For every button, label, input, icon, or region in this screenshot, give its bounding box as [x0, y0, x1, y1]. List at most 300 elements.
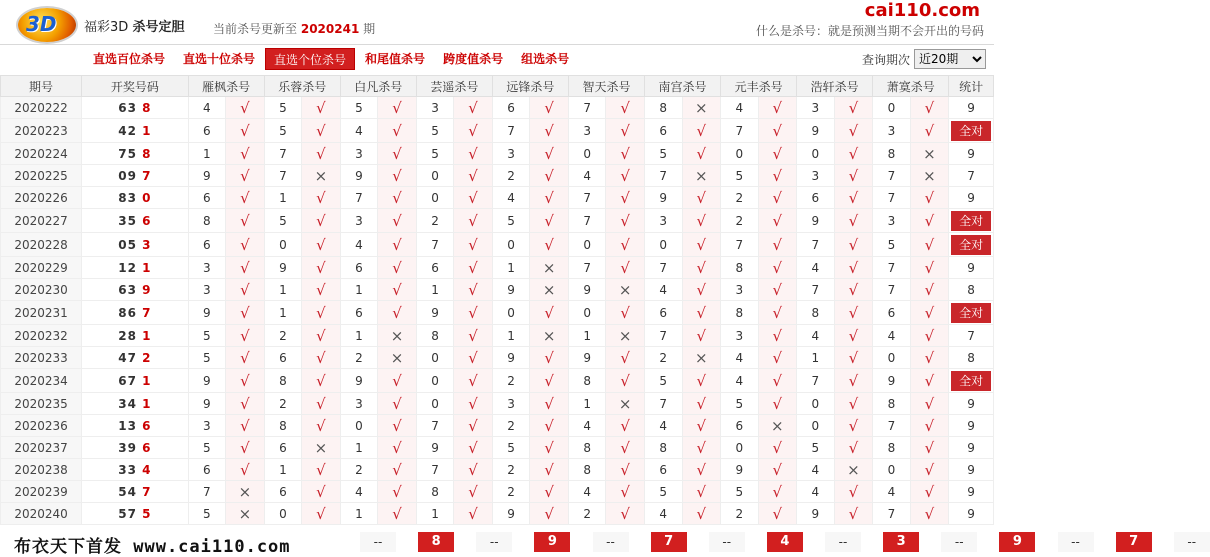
footer-pick-cell: 3: [883, 532, 919, 552]
check-icon: √: [544, 371, 554, 390]
kill-number-cell: 2: [492, 369, 530, 393]
check-icon: √: [696, 188, 707, 207]
kill-number-cell: 5: [264, 97, 302, 119]
kill-number-cell: 7: [264, 165, 302, 187]
period-select[interactable]: [914, 49, 986, 69]
result-mark-cell: [302, 165, 341, 187]
check-icon: √: [924, 438, 935, 457]
kill-number-cell: 0: [873, 459, 911, 481]
check-icon: √: [924, 188, 935, 207]
kill-number-cell: 9: [340, 165, 378, 187]
check-icon: √: [696, 235, 707, 254]
check-icon: √: [620, 98, 630, 117]
result-mark-cell: [682, 415, 721, 437]
check-icon: √: [468, 166, 478, 185]
kill-number-cell: 6: [264, 437, 302, 459]
result-mark-cell: [682, 279, 721, 301]
period-cell: 2020229: [1, 257, 82, 279]
result-mark-cell: [758, 257, 797, 279]
check-icon: √: [468, 280, 478, 299]
kill-number-cell: 0: [264, 233, 302, 257]
table-row: [1, 393, 994, 415]
check-icon: √: [620, 211, 630, 230]
tab-3[interactable]: 和尾值杀号: [365, 52, 426, 66]
check-icon: √: [924, 211, 935, 230]
result-mark-cell: [226, 347, 265, 369]
result-mark-cell: [378, 481, 417, 503]
kill-number-cell: 4: [340, 233, 378, 257]
check-icon: √: [392, 144, 402, 163]
kill-number-cell: 1: [264, 301, 302, 325]
kill-number-cell: 7: [873, 279, 911, 301]
result-mark-cell: [226, 459, 265, 481]
kill-number-cell: 3: [568, 119, 606, 143]
result-mark-cell: [302, 257, 341, 279]
result-mark-cell: [606, 347, 645, 369]
kill-number-cell: 7: [873, 415, 911, 437]
result-mark-cell: [606, 369, 645, 393]
check-icon: √: [468, 326, 478, 345]
result-mark-cell: [226, 369, 265, 393]
result-mark-cell: [606, 187, 645, 209]
result-mark-cell: [910, 393, 949, 415]
check-icon: √: [848, 144, 859, 163]
position-tabs: [85, 48, 579, 70]
result-mark-cell: [758, 393, 797, 415]
column-header: 萧寞杀号: [873, 76, 949, 97]
check-icon: √: [696, 504, 707, 523]
column-header: 期号: [1, 76, 82, 97]
tab-1[interactable]: 直选十位杀号: [183, 52, 256, 66]
result-mark-cell: [226, 233, 265, 257]
kill-number-cell: 8: [264, 369, 302, 393]
result-mark-cell: [910, 165, 949, 187]
check-icon: √: [544, 188, 554, 207]
all-correct-badge: 全对: [951, 121, 991, 141]
check-icon: √: [316, 235, 326, 254]
kill-number-cell: 5: [188, 347, 226, 369]
result-mark-cell: [606, 301, 645, 325]
check-icon: √: [392, 235, 402, 254]
table-row: [1, 143, 994, 165]
kill-number-cell: 3: [492, 393, 530, 415]
check-icon: √: [544, 460, 554, 479]
result-mark-cell: [530, 209, 569, 233]
stat-cell: 8: [949, 347, 994, 369]
result-mark-cell: [454, 209, 493, 233]
check-icon: √: [924, 416, 935, 435]
check-icon: √: [848, 303, 859, 322]
result-mark-cell: [834, 437, 873, 459]
result-mark-cell: [378, 437, 417, 459]
kill-number-cell: 6: [264, 481, 302, 503]
result-mark-cell: [226, 143, 265, 165]
result-mark-cell: [226, 119, 265, 143]
tab-4[interactable]: 跨度值杀号: [443, 52, 504, 66]
kill-number-cell: 2: [492, 165, 530, 187]
result-mark-cell: [834, 369, 873, 393]
kill-number-cell: 4: [797, 257, 835, 279]
kill-number-cell: 7: [568, 257, 606, 279]
check-icon: √: [240, 188, 250, 207]
result-mark-cell: [834, 459, 873, 481]
table-header-row: [1, 76, 994, 97]
period-cell: 2020238: [1, 459, 82, 481]
check-icon: √: [924, 280, 935, 299]
check-icon: √: [240, 348, 250, 367]
check-icon: √: [468, 416, 478, 435]
result-mark-cell: [302, 119, 341, 143]
cross-icon: ×: [542, 258, 556, 277]
check-icon: √: [240, 460, 250, 479]
tab-0[interactable]: 直选百位杀号: [93, 52, 166, 66]
kill-number-cell: 1: [492, 257, 530, 279]
stat-cell: 8: [949, 279, 994, 301]
footer-dash-cell: --: [941, 532, 977, 552]
result-mark-cell: [606, 415, 645, 437]
result-mark-cell: [530, 119, 569, 143]
footer-pick-cell: 7: [651, 532, 687, 552]
period-cell: 2020223: [1, 119, 82, 143]
tab-2[interactable]: 直选个位杀号: [265, 48, 355, 70]
kill-number-cell: 3: [797, 165, 835, 187]
table-row: [1, 325, 994, 347]
result-mark-cell: [834, 119, 873, 143]
kill-number-cell: 4: [492, 187, 530, 209]
check-icon: √: [924, 371, 935, 390]
table-row: [1, 301, 994, 325]
result-mark-cell: [758, 347, 797, 369]
kill-number-cell: 6: [416, 257, 454, 279]
draw-number-cell: 33 4: [82, 459, 188, 481]
result-mark-cell: [834, 233, 873, 257]
kill-number-cell: 5: [416, 143, 454, 165]
result-mark-cell: [302, 301, 341, 325]
kill-number-cell: 0: [568, 143, 606, 165]
kill-number-cell: 1: [416, 279, 454, 301]
period-cell: 2020235: [1, 393, 82, 415]
result-mark-cell: [302, 437, 341, 459]
check-icon: √: [620, 438, 630, 457]
result-mark-cell: [910, 119, 949, 143]
cross-icon: ×: [847, 460, 860, 479]
draw-number-cell: 28 1: [82, 325, 188, 347]
kill-number-cell: 9: [797, 503, 835, 525]
result-mark-cell: [454, 415, 493, 437]
result-mark-cell: [682, 459, 721, 481]
kill-number-cell: 5: [340, 97, 378, 119]
kill-number-cell: 5: [797, 437, 835, 459]
period-cell: 2020222: [1, 97, 82, 119]
footer-dash-cell: --: [1058, 532, 1094, 552]
fucai-3d-logo: [18, 8, 76, 42]
kill-number-cell: 6: [873, 301, 911, 325]
cross-icon: ×: [238, 504, 252, 523]
result-mark-cell: [378, 393, 417, 415]
check-icon: √: [620, 144, 630, 163]
kill-number-cell: 3: [416, 97, 454, 119]
kill-number-cell: 1: [188, 143, 226, 165]
title-main: 福彩3D: [84, 20, 129, 35]
check-icon: √: [924, 121, 935, 140]
check-icon: √: [620, 166, 630, 185]
check-icon: √: [620, 303, 630, 322]
kill-number-cell: 7: [644, 257, 682, 279]
check-icon: √: [392, 438, 402, 457]
check-icon: √: [848, 482, 859, 501]
kill-number-cell: 5: [492, 437, 530, 459]
check-icon: √: [620, 235, 630, 254]
result-mark-cell: [758, 165, 797, 187]
check-icon: √: [924, 235, 935, 254]
kill-number-cell: 3: [873, 119, 911, 143]
kill-number-cell: 0: [492, 301, 530, 325]
check-icon: √: [392, 280, 402, 299]
check-icon: √: [240, 394, 250, 413]
check-icon: √: [468, 460, 478, 479]
cross-icon: ×: [771, 416, 784, 435]
check-icon: √: [544, 211, 554, 230]
result-mark-cell: [454, 325, 493, 347]
period-cell: 2020227: [1, 209, 82, 233]
result-mark-cell: [606, 233, 645, 257]
kill-number-cell: 8: [873, 393, 911, 415]
kill-number-cell: 7: [644, 165, 682, 187]
check-icon: √: [468, 482, 478, 501]
result-mark-cell: [302, 481, 341, 503]
kill-number-cell: 7: [797, 279, 835, 301]
result-mark-cell: [226, 97, 265, 119]
kill-number-cell: 1: [492, 325, 530, 347]
all-correct-badge: 全对: [951, 371, 991, 391]
result-mark-cell: [606, 119, 645, 143]
stat-cell: 9: [949, 187, 994, 209]
kill-number-cell: 4: [721, 347, 759, 369]
kill-number-cell: 8: [416, 481, 454, 503]
stat-cell: 9: [949, 393, 994, 415]
site-brand[interactable]: cai110.com: [864, 0, 980, 21]
result-mark-cell: [378, 325, 417, 347]
result-mark-cell: [378, 459, 417, 481]
check-icon: √: [316, 348, 326, 367]
kill-number-cell: 5: [644, 143, 682, 165]
kill-number-cell: 4: [568, 481, 606, 503]
kill-number-cell: 4: [797, 481, 835, 503]
kill-number-cell: 8: [264, 415, 302, 437]
kill-number-cell: 0: [797, 143, 835, 165]
cross-icon: ×: [694, 98, 708, 117]
kill-number-cell: 9: [340, 369, 378, 393]
draw-number-cell: 75 8: [82, 143, 188, 165]
footer-pick-cell: 8: [418, 532, 454, 552]
check-icon: √: [848, 438, 859, 457]
check-icon: √: [468, 371, 478, 390]
result-mark-cell: [378, 209, 417, 233]
result-mark-cell: [302, 503, 341, 525]
table-row: [1, 165, 994, 187]
kill-number-cell: 0: [492, 233, 530, 257]
kill-number-cell: 6: [644, 301, 682, 325]
result-mark-cell: [910, 459, 949, 481]
result-mark-cell: [302, 187, 341, 209]
column-header: 元丰杀号: [721, 76, 797, 97]
kill-number-cell: 4: [340, 119, 378, 143]
result-mark-cell: [682, 119, 721, 143]
stat-cell: 9: [949, 437, 994, 459]
stat-cell: 9: [949, 97, 994, 119]
draw-number-cell: 42 1: [82, 119, 188, 143]
kill-number-cell: 6: [188, 119, 226, 143]
result-mark-cell: [910, 143, 949, 165]
result-mark-cell: [530, 97, 569, 119]
result-mark-cell: [910, 503, 949, 525]
draw-number-cell: 54 7: [82, 481, 188, 503]
kill-number-cell: 5: [721, 393, 759, 415]
draw-number-cell: 13 6: [82, 415, 188, 437]
result-mark-cell: [910, 481, 949, 503]
stat-cell: 9: [949, 415, 994, 437]
kill-number-cell: 5: [264, 209, 302, 233]
result-mark-cell: [378, 119, 417, 143]
check-icon: √: [924, 258, 935, 277]
kill-number-cell: 6: [644, 459, 682, 481]
kill-number-cell: 5: [416, 119, 454, 143]
kill-number-cell: 8: [644, 97, 682, 119]
period-cell: 2020236: [1, 415, 82, 437]
check-icon: √: [848, 394, 859, 413]
result-mark-cell: [758, 143, 797, 165]
kill-number-cell: 4: [644, 279, 682, 301]
column-header: 南宫杀号: [644, 76, 720, 97]
kill-number-cell: 0: [721, 143, 759, 165]
draw-number-cell: 34 1: [82, 393, 188, 415]
check-icon: √: [392, 371, 402, 390]
result-mark-cell: [910, 257, 949, 279]
all-correct-badge: 全对: [951, 235, 991, 255]
result-mark-cell: [758, 437, 797, 459]
result-mark-cell: [834, 209, 873, 233]
period-cell: 2020225: [1, 165, 82, 187]
kill-number-cell: 0: [264, 503, 302, 525]
kill-number-cell: 7: [873, 165, 911, 187]
check-icon: √: [392, 211, 402, 230]
table-row: [1, 279, 994, 301]
result-mark-cell: [454, 233, 493, 257]
check-icon: √: [620, 121, 630, 140]
result-mark-cell: [834, 393, 873, 415]
result-mark-cell: [378, 97, 417, 119]
kill-number-cell: 9: [797, 209, 835, 233]
check-icon: √: [544, 303, 554, 322]
logo-text: 3D: [26, 12, 57, 36]
cross-icon: ×: [542, 326, 556, 345]
table-row: [1, 97, 994, 119]
check-icon: √: [772, 144, 783, 163]
table-row: [1, 415, 994, 437]
result-mark-cell: [758, 209, 797, 233]
result-mark-cell: [606, 481, 645, 503]
result-mark-cell: [758, 481, 797, 503]
result-mark-cell: [834, 143, 873, 165]
column-header: 开奖号码: [82, 76, 188, 97]
query-label: 查询期次: [861, 52, 910, 67]
result-mark-cell: [682, 143, 721, 165]
cross-icon: ×: [314, 438, 328, 457]
result-mark-cell: [454, 481, 493, 503]
check-icon: √: [240, 258, 250, 277]
check-icon: √: [316, 144, 326, 163]
kill-number-cell: 1: [568, 393, 606, 415]
result-mark-cell: [682, 165, 721, 187]
result-mark-cell: [378, 165, 417, 187]
check-icon: √: [316, 326, 326, 345]
cross-icon: ×: [314, 166, 328, 185]
result-mark-cell: [606, 437, 645, 459]
kill-number-cell: 0: [797, 393, 835, 415]
result-mark-cell: [378, 187, 417, 209]
check-icon: √: [316, 188, 326, 207]
result-mark-cell: [530, 257, 569, 279]
period-cell: 2020233: [1, 347, 82, 369]
kill-number-cell: 3: [644, 209, 682, 233]
footer-pick-cell: 4: [767, 532, 803, 552]
check-icon: √: [772, 303, 783, 322]
check-icon: √: [468, 504, 478, 523]
check-icon: √: [316, 482, 326, 501]
kill-number-cell: 7: [340, 187, 378, 209]
result-mark-cell: [302, 347, 341, 369]
kill-number-cell: 7: [568, 209, 606, 233]
kill-number-cell: 9: [416, 301, 454, 325]
kill-number-cell: 3: [188, 415, 226, 437]
period-cell: 2020232: [1, 325, 82, 347]
footer-brand: 布衣天下首发 www.cai110.com: [14, 537, 291, 557]
kill-number-cell: 3: [492, 143, 530, 165]
result-mark-cell: [834, 165, 873, 187]
result-mark-cell: [530, 347, 569, 369]
draw-number-cell: 83 0: [82, 187, 188, 209]
kill-number-cell: 7: [797, 369, 835, 393]
kill-number-cell: 2: [721, 187, 759, 209]
check-icon: √: [620, 348, 630, 367]
check-icon: √: [772, 460, 783, 479]
period-cell: 2020234: [1, 369, 82, 393]
kill-number-cell: 0: [797, 415, 835, 437]
kill-number-cell: 7: [568, 97, 606, 119]
kill-number-cell: 1: [340, 325, 378, 347]
stat-cell: 9: [949, 503, 994, 525]
tab-5[interactable]: 组选杀号: [521, 52, 570, 66]
result-mark-cell: [454, 119, 493, 143]
kill-number-cell: 8: [568, 437, 606, 459]
cross-icon: ×: [694, 348, 708, 367]
period-cell: 2020224: [1, 143, 82, 165]
update-issue: 2020241: [300, 22, 360, 36]
check-icon: √: [240, 438, 250, 457]
check-icon: √: [772, 235, 783, 254]
footer-pick-cell: 9: [999, 532, 1035, 552]
kill-number-cell: 9: [492, 347, 530, 369]
check-icon: √: [240, 98, 250, 117]
check-icon: √: [696, 371, 707, 390]
result-mark-cell: [226, 481, 265, 503]
kill-number-cell: 1: [797, 347, 835, 369]
kill-number-cell: 5: [644, 481, 682, 503]
result-mark-cell: [682, 325, 721, 347]
check-icon: √: [620, 482, 630, 501]
check-icon: √: [924, 482, 935, 501]
result-mark-cell: [454, 393, 493, 415]
